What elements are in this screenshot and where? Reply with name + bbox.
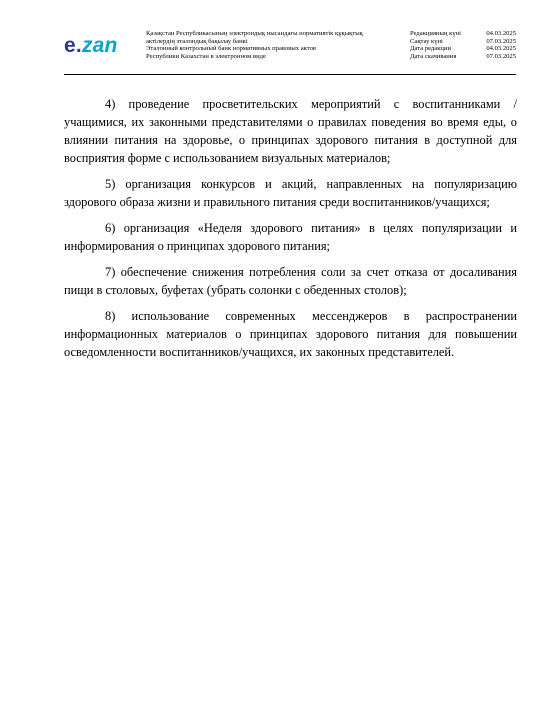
meta-row-edition-ru: [410, 45, 516, 53]
paragraph-item-6: 6) организация «Неделя здорового питания» в целях популяризации и информирования о принципах здорового питания;: [64, 221, 517, 253]
paragraph-item-5: 5) организация конкурсов и акций, направленных на популяризацию здорового образа жизни и правильного питания среди воспитанников/учащихся;: [64, 177, 517, 209]
desc-line: Қазақстан Республикасының электрондық нысандағы нормативтік құқықтық: [146, 30, 363, 37]
logo-e: e: [64, 34, 76, 57]
meta-label: Сақтау күні: [410, 37, 443, 45]
meta-value: 04.03.2025: [486, 30, 516, 37]
document-body: [64, 95, 517, 369]
desc-line: Республики Казахстан в электронном виде: [146, 52, 266, 60]
meta-label: Редакцияның күні: [410, 30, 461, 37]
meta-row-download-ru: [410, 53, 516, 61]
paragraph-item-4: 4) проведение просветительских мероприятий с воспитанниками /учащимися, их законными представителями о правилах поведения во время еды, о влиянии питания на здоровье, о принципах здорового питания в доступной для восприятия форме с использованием визуальных материалов;: [64, 97, 517, 165]
paragraph-item-7: 7) обеспечение снижения потребления соли за счет отказа от досаливания пищи в столовых, буфетах (убрать солонки с обеденных столов);: [64, 265, 517, 297]
logo-zan: zan: [81, 34, 118, 57]
bank-description: [146, 30, 396, 60]
meta-value: 04.03.2025: [486, 45, 516, 53]
meta-value: 07.03.2025: [486, 52, 516, 60]
meta-row-edition-kz: [410, 30, 516, 38]
header-divider: [64, 74, 516, 75]
date-metadata: [410, 30, 516, 60]
meta-value: 07.03.2025: [486, 37, 516, 45]
ezan-logo: [64, 34, 118, 58]
meta-label: Дата редакции: [410, 45, 451, 53]
meta-label: Дата скачивания: [410, 52, 457, 60]
meta-row-saved-kz: [410, 38, 516, 46]
desc-line: актілердің эталондық бақылау банкі: [146, 37, 248, 45]
logo-dot: .: [75, 34, 82, 57]
paragraph-item-8: 8) использование современных мессенджеров в распространении информационных материалов о принципах здорового питания для повышении осведомленности воспитанников/учащихся, их законных представителей.: [64, 309, 517, 359]
desc-line: Эталонный контрольный банк нормативных правовых актов: [146, 45, 316, 53]
document-header: [64, 28, 516, 72]
